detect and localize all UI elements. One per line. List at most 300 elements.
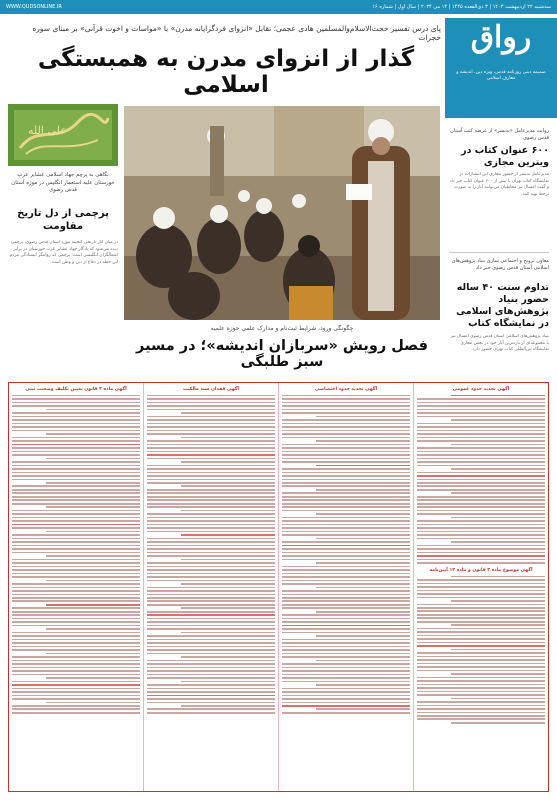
notice-text-line xyxy=(12,590,140,592)
notice-text-line xyxy=(417,496,545,498)
notice-text-line xyxy=(147,503,275,505)
notice-text-line xyxy=(147,454,275,456)
notice-text-line xyxy=(147,702,275,704)
notice-text-line xyxy=(147,541,275,543)
notice-text-line xyxy=(282,639,410,641)
notice-text-line xyxy=(417,503,545,505)
notice-text-line xyxy=(147,600,275,602)
headline-kicker: پای درس تفسیر حجت‌الاسلام‌والمسلمین هادی عجمی؛ تقابل «انزوای فردگرایانه مدرن» با «مواسات و اخوت قرآنی» بر مبنای سوره حجرات xyxy=(32,24,441,42)
notice-text-line xyxy=(282,524,410,526)
notice-text-line xyxy=(12,402,140,404)
notice-text-line xyxy=(12,600,140,602)
notice-text-line xyxy=(417,670,545,672)
notice-text-line xyxy=(282,412,410,414)
notice-text-line xyxy=(417,409,545,411)
notice-text-line xyxy=(147,440,275,442)
notice-text-line xyxy=(12,587,140,589)
issue-date-line: سه‌شنبه ۲۲ اردیبهشت ۱۴۰۳ | ۳ ذی‌القعده ۱۴۴۵ | ۱۴ می ۲۰۲۴ | سال اول | شماره ۱۶ xyxy=(372,4,551,10)
notice-text-line xyxy=(282,667,410,669)
notice-text-line xyxy=(12,635,140,637)
notice-text-line xyxy=(147,649,275,651)
notice-text-line xyxy=(316,562,410,564)
story1-kicker: روایت مدیرعامل «به‌نشر» از عرضه کتب آستان قدس رضوی xyxy=(450,128,549,141)
notice-text-line xyxy=(46,555,140,557)
notice-text-line xyxy=(451,673,545,675)
notice-text-line xyxy=(417,645,545,647)
notice-text-line xyxy=(12,573,140,575)
notice-text-line xyxy=(417,687,545,689)
notice-text-line xyxy=(181,461,275,463)
notice-text-line xyxy=(451,649,545,651)
notice-text-line xyxy=(282,458,410,460)
notice-text-line xyxy=(12,520,140,522)
notice-text-line xyxy=(147,531,275,533)
notice-text-line xyxy=(147,517,275,519)
notice-text-line xyxy=(12,405,140,407)
notice-text-line xyxy=(147,684,275,686)
notice-text-line xyxy=(147,416,275,418)
notice-text-line xyxy=(282,472,410,474)
notice-text-line xyxy=(282,409,410,411)
notice-text-line xyxy=(417,607,545,609)
notice-text-line xyxy=(147,639,275,641)
notice-text-line xyxy=(451,600,545,602)
notice-text-line xyxy=(46,482,140,484)
notice-text-line xyxy=(417,545,545,547)
notice-text-line xyxy=(46,677,140,679)
notice-text-line xyxy=(316,489,410,491)
notice-text-line xyxy=(282,559,410,561)
notice-text-line xyxy=(316,513,410,515)
notice-text-line xyxy=(12,548,140,550)
notice-text-line xyxy=(417,680,545,682)
notice-text-line xyxy=(282,573,410,575)
notice-text-line xyxy=(417,524,545,526)
notice-text-line xyxy=(282,461,410,463)
notice-text-line xyxy=(282,475,410,477)
notice-text-line xyxy=(12,489,140,491)
notice-text-line xyxy=(147,402,275,404)
notice-text-line xyxy=(451,395,545,397)
notice-text-line xyxy=(12,594,140,596)
notice-text-line xyxy=(147,524,275,526)
notice-text-line xyxy=(417,604,545,606)
notice-text-line xyxy=(147,562,275,564)
notice-text-line xyxy=(147,506,275,508)
notice-text-line xyxy=(417,712,545,714)
notice-text-line xyxy=(417,562,545,564)
website-url[interactable]: WWW.QUDSONLINE.IR xyxy=(6,4,62,10)
notice-text-line xyxy=(417,472,545,474)
notice-text-line xyxy=(12,492,140,494)
notice-text-line xyxy=(282,485,410,487)
notice-text-line xyxy=(181,437,275,439)
notice-text-line xyxy=(147,625,275,627)
notice-text-line xyxy=(316,465,410,467)
notice-text-line xyxy=(417,461,545,463)
notice-text-line xyxy=(417,482,545,484)
notice-text-line xyxy=(12,667,140,669)
notice-text-line xyxy=(12,559,140,561)
notice-text-line xyxy=(147,635,275,637)
notice-text-line xyxy=(282,607,410,609)
notice-text-line xyxy=(147,472,275,474)
notice-text-line xyxy=(12,698,140,700)
notice-text-line xyxy=(316,708,410,710)
notice-text-line xyxy=(417,402,545,404)
notice-text-line xyxy=(417,527,545,529)
notice-text-line xyxy=(316,416,410,418)
notice-text-line xyxy=(417,610,545,612)
notice-text-line xyxy=(282,482,410,484)
notice-text-line xyxy=(316,635,410,637)
notice-text-line xyxy=(417,534,545,536)
notice-text-line xyxy=(12,660,140,662)
notice-text-line xyxy=(12,583,140,585)
notice-text-line xyxy=(316,587,410,589)
legal-notices-section xyxy=(8,382,549,792)
notice-text-line xyxy=(282,642,410,644)
notice-text-line xyxy=(417,405,545,407)
notice-text-line xyxy=(282,447,410,449)
notice-text-line xyxy=(12,496,140,498)
notice-text-line xyxy=(46,580,140,582)
notice-text-line xyxy=(417,701,545,703)
notice-text-line xyxy=(316,440,410,442)
notice-text-line xyxy=(417,691,545,693)
notice-text-line xyxy=(417,583,545,585)
notice-text-line xyxy=(451,541,545,543)
notice-text-line xyxy=(181,485,275,487)
notice-text-line xyxy=(147,695,275,697)
notice-text-line xyxy=(12,695,140,697)
notice-text-line xyxy=(12,607,140,609)
notice-text-line xyxy=(282,534,410,536)
flag-story-body: در میان آثار تاریخی گنجینه موزه آستان قدس رضوی، پرچمی دیده می‌شود که یادگار جهاد عشایر عرب خوزستان در برابر اشغالگران انگلیسی است؛ پرچمی که روایتگر ایستادگی مردم این خطه در دفاع از دین و وطن است. xyxy=(9,240,118,266)
notice-text-line xyxy=(282,695,410,697)
notice-text-line xyxy=(12,663,140,665)
notice-heading: آگهی موضوع ماده ۳ قانون و ماده ۱۳ آیین‌نامه xyxy=(429,567,533,573)
notice-text-line xyxy=(12,538,140,540)
notice-text-line xyxy=(147,688,275,690)
notice-text-line xyxy=(147,538,275,540)
story2-title[interactable]: تداوم سنت ۴۰ ساله حضور بنیاد پژوهش‌های اسلامی در نمایشگاه کتاب xyxy=(456,282,549,329)
notice-text-line xyxy=(12,499,140,501)
notice-text-line xyxy=(147,663,275,665)
notice-text-line xyxy=(12,527,140,529)
notice-text-line xyxy=(282,545,410,547)
notice-text-line xyxy=(417,590,545,592)
notice-text-line xyxy=(282,426,410,428)
notice-text-line xyxy=(282,405,410,407)
notice-text-line xyxy=(282,698,410,700)
main-photo[interactable] xyxy=(124,106,440,320)
photo-caption-title[interactable]: فصل رویش «سربازان اندیشه»؛ در مسیر سبز طلبگی xyxy=(136,338,428,370)
logo-subtitle: ضمیمه دینی روزنامه قدس، ویژه دین، اندیشه و معارف اسلامی xyxy=(456,70,546,81)
notice-text-line xyxy=(282,531,410,533)
notice-text-line xyxy=(147,398,275,400)
notice-text-line xyxy=(282,552,410,554)
notice-text-line xyxy=(417,430,545,432)
notice-text-line xyxy=(12,656,140,658)
notice-text-line xyxy=(417,538,545,540)
notice-text-line xyxy=(417,552,545,554)
notice-text-line xyxy=(12,712,140,714)
notice-text-line xyxy=(282,496,410,498)
notice-text-line xyxy=(282,705,410,707)
notice-text-line xyxy=(12,468,140,470)
notice-text-line xyxy=(282,454,410,456)
notice-text-line xyxy=(147,614,275,616)
notice-text-line xyxy=(12,681,140,683)
notice-text-line xyxy=(147,479,275,481)
notice-text-line xyxy=(46,531,140,533)
notice-text-line xyxy=(417,433,545,435)
notice-text-line xyxy=(12,503,140,505)
top-info-bar xyxy=(0,0,557,14)
notice-text-line xyxy=(417,621,545,623)
notice-column-3 xyxy=(143,383,278,791)
notice-text-line xyxy=(147,433,275,435)
notice-text-line xyxy=(417,597,545,599)
right-divider xyxy=(449,252,549,253)
notice-text-line xyxy=(147,548,275,550)
notice-text-line xyxy=(181,559,275,561)
notice-text-line xyxy=(147,621,275,623)
notice-text-line xyxy=(282,527,410,529)
notice-text-line xyxy=(282,555,410,557)
notice-text-line xyxy=(147,520,275,522)
notice-text-line xyxy=(12,475,140,477)
notice-text-line xyxy=(451,624,545,626)
notice-text-line xyxy=(282,656,410,658)
notice-text-line xyxy=(282,430,410,432)
notice-text-line xyxy=(12,646,140,648)
notice-text-line xyxy=(12,524,140,526)
flag-story-title[interactable]: پرچمی از دل تاریخ مقاومت xyxy=(17,208,109,232)
notice-heading: آگهی تحدید حدود اختصاصی xyxy=(314,387,378,392)
notice-text-line xyxy=(282,395,410,397)
notice-text-line xyxy=(282,670,410,672)
notice-text-line xyxy=(147,587,275,589)
notice-text-line xyxy=(147,451,275,453)
notice-text-line xyxy=(12,398,140,400)
notice-text-line xyxy=(282,628,410,630)
notice-text-line xyxy=(147,458,275,460)
notice-text-line xyxy=(282,663,410,665)
notice-text-line xyxy=(451,722,545,724)
notice-text-line xyxy=(451,468,545,470)
notice-text-line xyxy=(451,444,545,446)
notice-text-line xyxy=(316,660,410,662)
notice-text-line xyxy=(451,492,545,494)
notice-text-line xyxy=(282,419,410,421)
notice-text-line xyxy=(451,419,545,421)
notice-text-line xyxy=(147,475,275,477)
flag-calligraphy: علی الله xyxy=(28,124,67,137)
notice-text-line xyxy=(417,628,545,630)
notice-text-line xyxy=(12,670,140,672)
notice-text-line xyxy=(282,492,410,494)
notice-text-line xyxy=(417,412,545,414)
notice-text-line xyxy=(282,580,410,582)
notice-text-line xyxy=(147,691,275,693)
notice-text-line xyxy=(147,468,275,470)
notice-text-line xyxy=(417,440,545,442)
notice-text-line xyxy=(12,684,140,686)
notice-text-line xyxy=(417,663,545,665)
notice-text-line xyxy=(147,580,275,582)
notice-text-line xyxy=(417,451,545,453)
notice-text-line xyxy=(417,659,545,661)
main-headline[interactable]: گذار از انزوای مدرن به همبستگی اسلامی xyxy=(37,46,415,98)
notice-text-line xyxy=(12,419,140,421)
notice-text-line xyxy=(417,510,545,512)
notice-text-line xyxy=(147,555,275,557)
notice-text-line xyxy=(417,416,545,418)
notice-text-line xyxy=(147,674,275,676)
notice-text-line xyxy=(12,576,140,578)
notice-text-line xyxy=(147,698,275,700)
notice-text-line xyxy=(147,604,275,606)
notice-text-line xyxy=(12,454,140,456)
notice-text-line xyxy=(147,576,275,578)
notice-text-line xyxy=(417,520,545,522)
notice-text-line xyxy=(12,412,140,414)
notice-text-line xyxy=(12,461,140,463)
notice-heading: آگهی ماده ۳ قانون تعیین تکلیف وضعیت ثبتی xyxy=(25,387,127,392)
notice-text-line xyxy=(12,649,140,651)
notice-text-line xyxy=(282,621,410,623)
notice-text-line xyxy=(282,653,410,655)
notice-text-line xyxy=(12,517,140,519)
notice-text-line xyxy=(12,545,140,547)
notice-text-line xyxy=(417,499,545,501)
notice-text-line xyxy=(417,708,545,710)
notice-text-line xyxy=(147,465,275,467)
logo: رواق xyxy=(470,20,532,55)
notice-text-line xyxy=(417,593,545,595)
notice-text-line xyxy=(282,688,410,690)
notice-text-line xyxy=(147,667,275,669)
notice-text-line xyxy=(417,506,545,508)
notice-text-line xyxy=(282,423,410,425)
notice-text-line xyxy=(12,472,140,474)
notice-text-line xyxy=(12,447,140,449)
notice-text-line xyxy=(316,611,410,613)
notice-text-line xyxy=(12,541,140,543)
notice-text-line xyxy=(181,705,275,707)
notice-text-line xyxy=(181,656,275,658)
notice-text-line xyxy=(282,614,410,616)
notice-text-line xyxy=(147,646,275,648)
notice-text-line xyxy=(282,590,410,592)
notice-column-1 xyxy=(413,383,548,791)
notice-text-line xyxy=(282,569,410,571)
notice-text-line xyxy=(417,398,545,400)
notice-text-line xyxy=(147,395,275,397)
notice-text-line xyxy=(417,684,545,686)
notice-text-line xyxy=(417,642,545,644)
notice-text-line xyxy=(417,631,545,633)
seminary-students-photo xyxy=(124,106,440,320)
notice-text-line xyxy=(12,416,140,418)
notice-text-line xyxy=(12,639,140,641)
notice-text-line xyxy=(147,489,275,491)
notice-text-line xyxy=(12,485,140,487)
story1-title[interactable]: ۶۰۰ عنوان کتاب در ویترین مجازی xyxy=(461,145,549,168)
notice-text-line xyxy=(147,660,275,662)
notice-text-line xyxy=(417,635,545,637)
notice-text-line xyxy=(147,573,275,575)
notice-heading: آگهی تجدید حدود عمومی xyxy=(452,387,510,392)
notice-text-line xyxy=(417,485,545,487)
notice-text-line xyxy=(147,499,275,501)
notice-text-line xyxy=(417,614,545,616)
notice-text-line xyxy=(282,594,410,596)
notice-text-line xyxy=(417,715,545,717)
notice-text-line xyxy=(417,475,545,477)
notice-text-line xyxy=(147,712,275,714)
notice-text-line xyxy=(12,632,140,634)
notice-text-line xyxy=(282,600,410,602)
notice-text-line xyxy=(282,479,410,481)
notice-text-line xyxy=(12,479,140,481)
notice-text-line xyxy=(451,517,545,519)
notice-text-line xyxy=(417,548,545,550)
notice-text-line xyxy=(147,527,275,529)
story2-kicker: معاون ترویج و اجتماعی سازی بنیاد پژوهش‌های اسلامی آستان قدس رضوی خبر داد xyxy=(451,258,549,271)
notice-text-line xyxy=(417,531,545,533)
notice-text-line xyxy=(417,555,545,557)
notice-text-line xyxy=(282,433,410,435)
notice-text-line xyxy=(282,499,410,501)
notice-text-line xyxy=(282,674,410,676)
notice-text-line xyxy=(46,702,140,704)
notice-text-line xyxy=(12,566,140,568)
story2-body: بنیاد پژوهش‌های اسلامی آستان قدس رضوی امسال نیز با مجموعه‌ای از تازه‌ترین آثار خود در بخش مجازی نمایشگاه بین‌المللی کتاب تهران حضور دارد. xyxy=(450,334,549,353)
notice-text-line xyxy=(46,628,140,630)
flag-image[interactable] xyxy=(8,104,118,166)
notice-text-line xyxy=(282,451,410,453)
notice-text-line xyxy=(417,437,545,439)
notice-text-line xyxy=(282,712,410,714)
notice-text-line xyxy=(12,705,140,707)
notice-text-line xyxy=(282,618,410,620)
notice-column-4 xyxy=(9,383,143,791)
notice-text-line xyxy=(12,451,140,453)
notice-text-line xyxy=(417,426,545,428)
notice-text-line xyxy=(46,506,140,508)
notice-text-line xyxy=(147,642,275,644)
notice-text-line xyxy=(12,423,140,425)
notice-text-line xyxy=(417,638,545,640)
notice-text-line xyxy=(282,520,410,522)
notice-text-line xyxy=(417,465,545,467)
notice-text-line xyxy=(12,691,140,693)
notice-text-line xyxy=(451,576,545,578)
notice-text-line xyxy=(147,677,275,679)
notice-text-line xyxy=(147,670,275,672)
notice-text-line xyxy=(46,433,140,435)
story1-body: مدیرعامل به‌نشر از حضور مجازی این انتشارات در نمایشگاه کتاب تهران با بیش از ۶۰۰ عنوان کتاب خبر داد و گفت امسال نیز مخاطبان می‌توانند آثار را به صورت برخط تهیه کنند. xyxy=(449,172,549,197)
notice-text-line xyxy=(417,677,545,679)
notice-text-line xyxy=(282,566,410,568)
notice-text-line xyxy=(417,454,545,456)
notice-text-line xyxy=(282,583,410,585)
notice-text-line xyxy=(147,653,275,655)
notice-text-line xyxy=(12,674,140,676)
